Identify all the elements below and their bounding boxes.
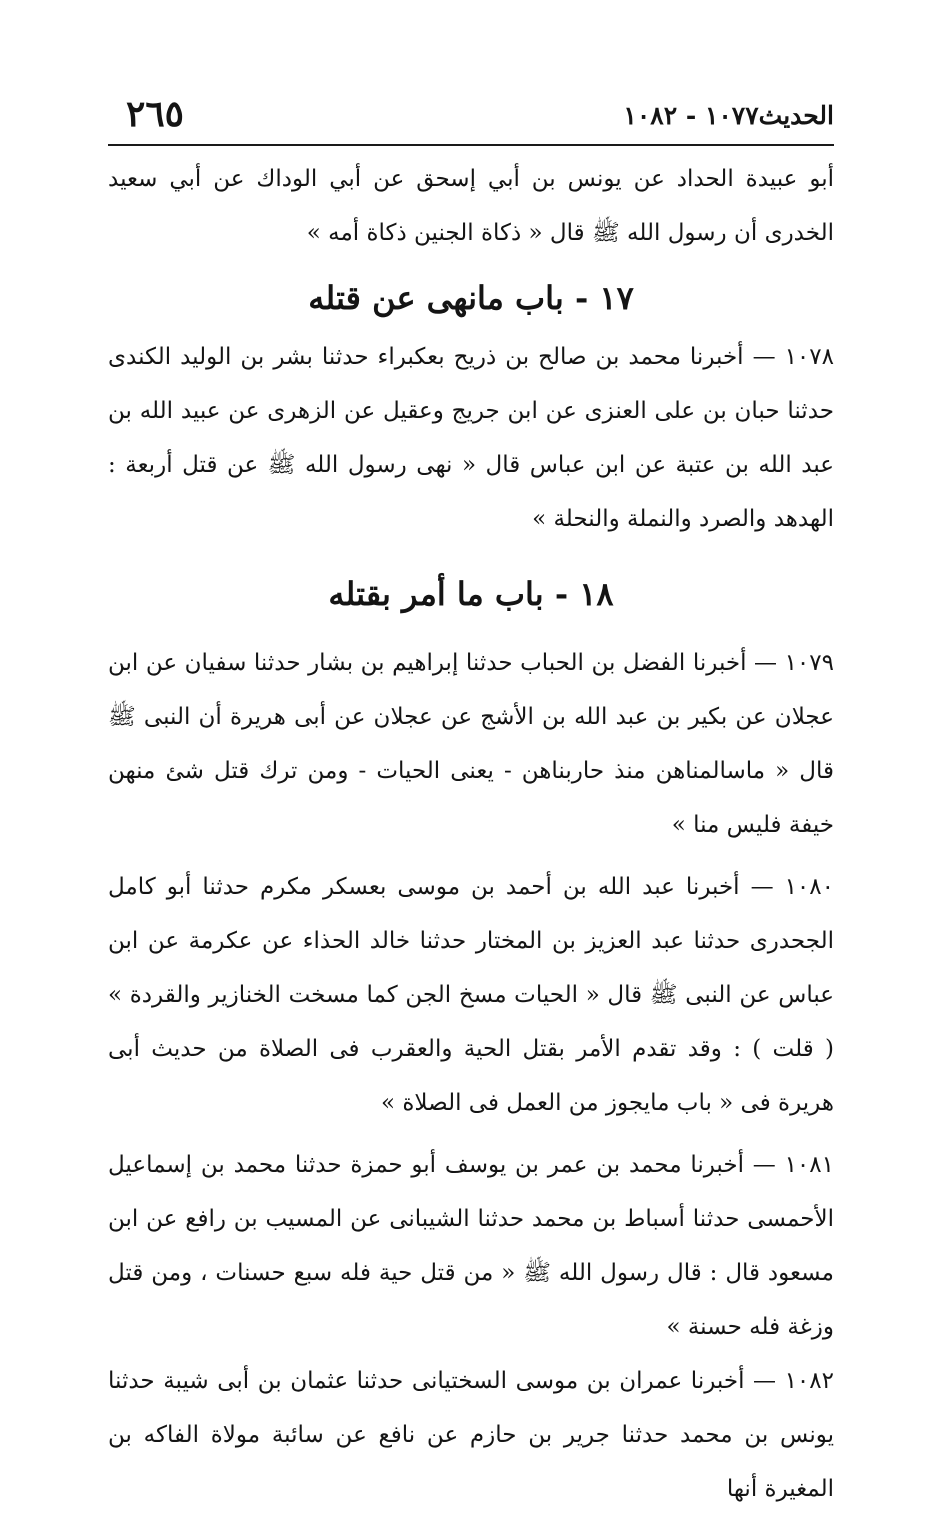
page-body [108,152,834,1516]
paragraph-intro: أبو عبيدة الحداد عن يونس بن أبي إسحق عن أبي الوداك عن أبي سعيد الخدرى أن رسول الله ﷺ قال « ذكاة الجنين ذكاة أمه » [108,166,834,246]
page-number: ٢٦٥ [126,93,185,135]
hadith-1079: ١٠٧٩ — أخبرنا الفضل بن الحباب حدثنا إبراهيم بن بشار حدثنا سفيان عن ابن عجلان عن بكير بن عبد الله بن الأشج عن عجلان عن أبى هريرة أن النبى ﷺ قال « ماسالمناهن منذ حاربناهن - يعنى الحيات - ومن ترك قتل شئ منهن خيفة فليس منا » [108,650,834,838]
page-header [108,88,834,140]
chapter-heading-17: ١٧ - باب مانهى عن قتله [308,279,634,317]
hadith-1078: ١٠٧٨ — أخبرنا محمد بن صالح بن ذريح بعكبراء حدثنا بشر بن الوليد الكندى حدثنا حبان بن على العنزى عن ابن جريج وعقيل عن الزهرى عن عبيد الله بن عبد الله بن عتبة عن ابن عباس قال « نهى رسول الله ﷺ عن قتل أربعة : الهدهد والصرد والنملة والنحلة » [108,344,834,532]
header-rule [108,144,834,146]
hadith-1080: ١٠٨٠ — أخبرنا عبد الله بن أحمد بن موسى بعسكر مكرم حدثنا أبو كامل الجحدرى حدثنا عبد العزيز بن المختار حدثنا خالد الحذاء عن عكرمة عن ابن عباس عن النبى ﷺ قال « الحيات مسخ الجن كما مسخت الخنازير والقردة » ( قلت ) : وقد تقدم الأمر بقتل الحية والعقرب فى الصلاة من حديث أبى هريرة فى « باب مايجوز من العمل فى الصلاة » [108,874,834,1116]
hadith-1081: ١٠٨١ — أخبرنا محمد بن عمر بن يوسف أبو حمزة حدثنا محمد بن إسماعيل الأحمسى حدثنا أسباط بن محمد حدثنا الشيبانى عن المسيب بن رافع عن ابن مسعود قال : قال رسول الله ﷺ « من قتل حية فله سبع حسنات ، ومن قتل وزغة فله حسنة » [108,1152,834,1340]
running-title: الحديث١٠٧٧ - ١٠٨٢ [623,101,834,130]
book-page [108,88,834,1502]
hadith-1082: ١٠٨٢ — أخبرنا عمران بن موسى السختيانى حدثنا عثمان بن أبى شيبة حدثنا يونس بن محمد حدثنا جرير بن حازم عن نافع عن سائبة مولاة الفاكه بن المغيرة أنها [108,1368,834,1502]
chapter-heading-18: ١٨ - باب ما أمر بقتله [328,575,614,613]
